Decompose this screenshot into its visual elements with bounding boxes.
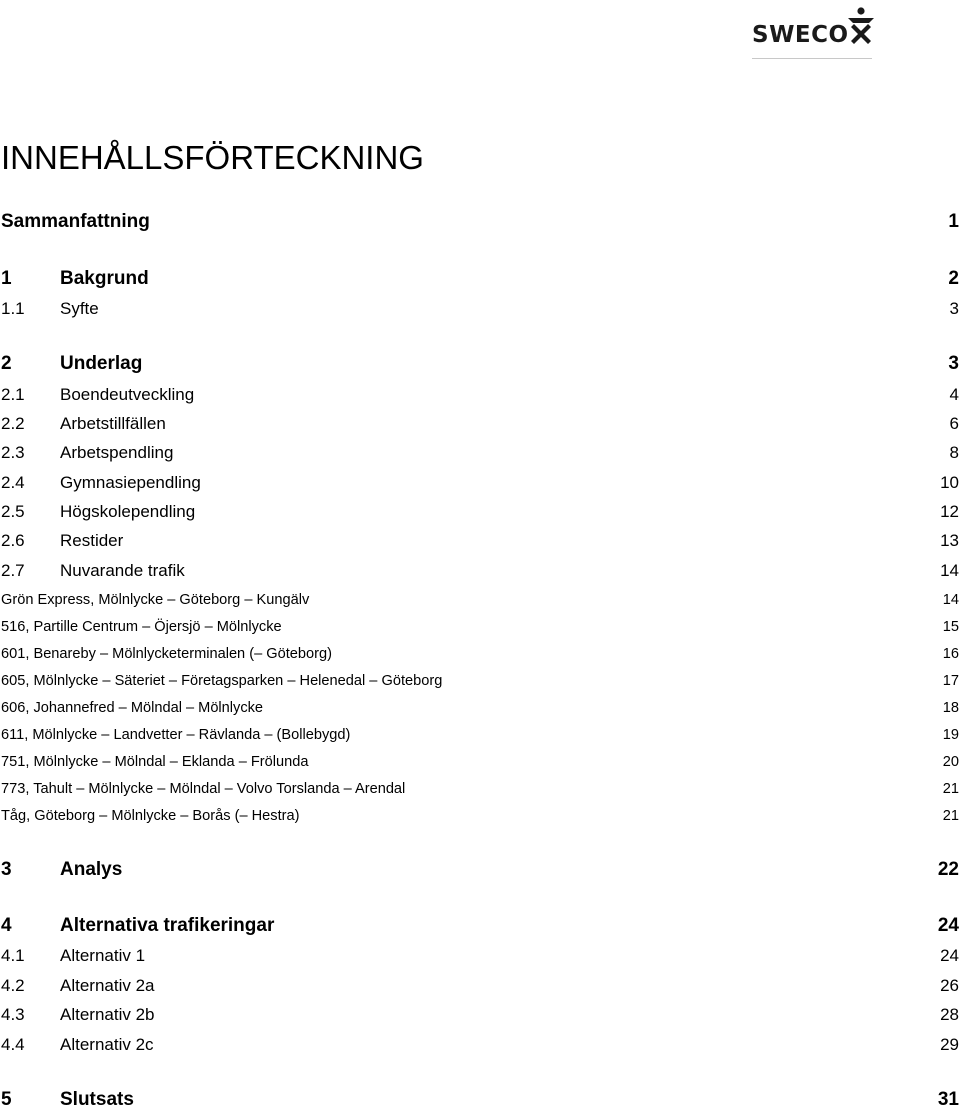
toc-page-number: 19 — [942, 727, 959, 743]
toc-entry[interactable] — [1, 210, 959, 234]
toc-entry[interactable] — [1, 590, 959, 610]
toc-label: Syfte — [60, 299, 99, 318]
toc-page-number: 13 — [940, 531, 959, 550]
toc-label: Högskolependling — [60, 502, 196, 521]
toc-page-number: 28 — [940, 1005, 959, 1024]
toc-label: Bakgrund — [60, 268, 149, 289]
toc-entry[interactable] — [1, 975, 959, 997]
toc-number: 2.4 — [1, 473, 25, 492]
toc-label: Sammanfattning — [1, 211, 150, 232]
toc-label: Arbetstillfällen — [60, 414, 166, 433]
toc-number: 4.3 — [1, 1005, 25, 1024]
toc-page-number: 22 — [937, 859, 959, 880]
toc-number: 5 — [1, 1089, 12, 1110]
toc-label: Alternativ 2a — [60, 976, 155, 995]
toc-label: 605, Mölnlycke – Säteriet – Företagsparken – Helenedal – Göteborg — [1, 673, 443, 689]
toc-label: 611, Mölnlycke – Landvetter – Rävlanda – (Bollebygd) — [1, 727, 351, 743]
toc-label: 516, Partille Centrum – Öjersjö – Mölnlycke — [1, 619, 282, 635]
toc-entry[interactable] — [1, 442, 959, 464]
toc-page-number: 8 — [949, 443, 959, 462]
toc-entry[interactable] — [1, 1004, 959, 1026]
toc-entry[interactable] — [1, 617, 959, 637]
toc-label: 773, Tahult – Mölnlycke – Mölndal – Volvo Torslanda – Arendal — [1, 781, 406, 797]
toc-label: Nuvarande trafik — [60, 561, 185, 580]
toc-page-number: 10 — [940, 473, 959, 492]
toc-number: 2.6 — [1, 531, 25, 550]
toc-label: Grön Express, Mölnlycke – Göteborg – Kungälv — [1, 592, 310, 608]
toc-entry[interactable] — [1, 501, 959, 523]
toc-entry[interactable] — [1, 1034, 959, 1056]
toc-label: Alternativa trafikeringar — [60, 915, 275, 936]
toc-number: 4.1 — [1, 946, 25, 965]
toc-label: Tåg, Göteborg – Mölnlycke – Borås (– Hestra) — [1, 808, 300, 824]
toc-entry[interactable] — [1, 671, 959, 691]
toc-page-number: 29 — [940, 1035, 959, 1054]
toc-page-number: 21 — [942, 781, 959, 797]
page-title: INNEHÅLLSFÖRTECKNING — [1, 139, 424, 176]
toc-label: Underlag — [60, 353, 143, 374]
toc-entry[interactable] — [1, 298, 959, 320]
toc-label: Arbetspendling — [60, 443, 174, 462]
sweco-star-icon — [844, 6, 878, 46]
toc-page-number: 2 — [948, 268, 959, 289]
toc-label: Gymnasiependling — [60, 473, 201, 492]
toc-page-number: 4 — [949, 385, 959, 404]
toc-number: 1.1 — [1, 299, 25, 318]
toc-label: Alternativ 1 — [60, 946, 146, 965]
header-rule — [752, 58, 872, 59]
toc-entry[interactable] — [1, 267, 959, 291]
toc-entry[interactable] — [1, 914, 959, 938]
toc-entry[interactable] — [1, 384, 959, 406]
toc-number: 2 — [1, 353, 12, 374]
toc-number: 1 — [1, 268, 12, 289]
toc-label: Alternativ 2b — [60, 1005, 155, 1024]
toc-page-number: 16 — [942, 646, 959, 662]
toc-label: Boendeutveckling — [60, 385, 195, 404]
toc-entry[interactable] — [1, 530, 959, 552]
toc-label: Slutsats — [60, 1089, 134, 1110]
toc-page-number: 12 — [940, 502, 959, 521]
toc-number: 2.7 — [1, 561, 25, 580]
toc-entry[interactable] — [1, 560, 959, 582]
toc-entry[interactable] — [1, 1088, 959, 1112]
toc-label: Analys — [60, 859, 123, 880]
toc-entry[interactable] — [1, 725, 959, 745]
toc-entry[interactable] — [1, 752, 959, 772]
toc-entry[interactable] — [1, 779, 959, 799]
toc-number: 2.5 — [1, 502, 25, 521]
toc-number: 4 — [1, 915, 12, 936]
toc-number: 4.2 — [1, 976, 25, 995]
toc-label: 601, Benareby – Mölnlycketerminalen (– Göteborg) — [1, 646, 332, 662]
toc-number: 4.4 — [1, 1035, 25, 1054]
toc-page-number: 21 — [942, 808, 959, 824]
toc-number: 2.1 — [1, 385, 25, 404]
toc-page-number: 31 — [937, 1089, 959, 1110]
toc-page-number: 1 — [948, 211, 959, 232]
toc-entry[interactable] — [1, 858, 959, 882]
toc-entry[interactable] — [1, 413, 959, 435]
logo-text: SWECO — [752, 22, 849, 48]
toc-page-number: 24 — [940, 946, 959, 965]
toc-entry[interactable] — [1, 945, 959, 967]
toc-page-number: 14 — [940, 561, 959, 580]
sweco-logo — [752, 6, 882, 56]
toc-label: 606, Johannefred – Mölndal – Mölnlycke — [1, 700, 264, 716]
toc-page-number: 20 — [942, 754, 959, 770]
toc-page-number: 6 — [949, 414, 959, 433]
toc-page-number: 3 — [949, 299, 959, 318]
toc-label: 751, Mölnlycke – Mölndal – Eklanda – Frölunda — [1, 754, 309, 770]
toc-page-number: 18 — [942, 700, 959, 716]
toc-number: 2.2 — [1, 414, 25, 433]
toc-number: 3 — [1, 859, 12, 880]
toc-entry[interactable] — [1, 644, 959, 664]
toc-page-number: 3 — [948, 353, 959, 374]
toc-entry[interactable] — [1, 352, 959, 376]
toc-page-number: 15 — [942, 619, 959, 635]
toc-number: 2.3 — [1, 443, 25, 462]
toc-entry[interactable] — [1, 472, 959, 494]
toc-entry[interactable] — [1, 698, 959, 718]
toc-page-number: 14 — [942, 592, 959, 608]
toc-entry[interactable] — [1, 806, 959, 826]
toc-label: Alternativ 2c — [60, 1035, 154, 1054]
toc-page-number: 24 — [937, 915, 959, 936]
toc-page-number: 26 — [940, 976, 959, 995]
toc-label: Restider — [60, 531, 124, 550]
toc-page-number: 17 — [942, 673, 959, 689]
